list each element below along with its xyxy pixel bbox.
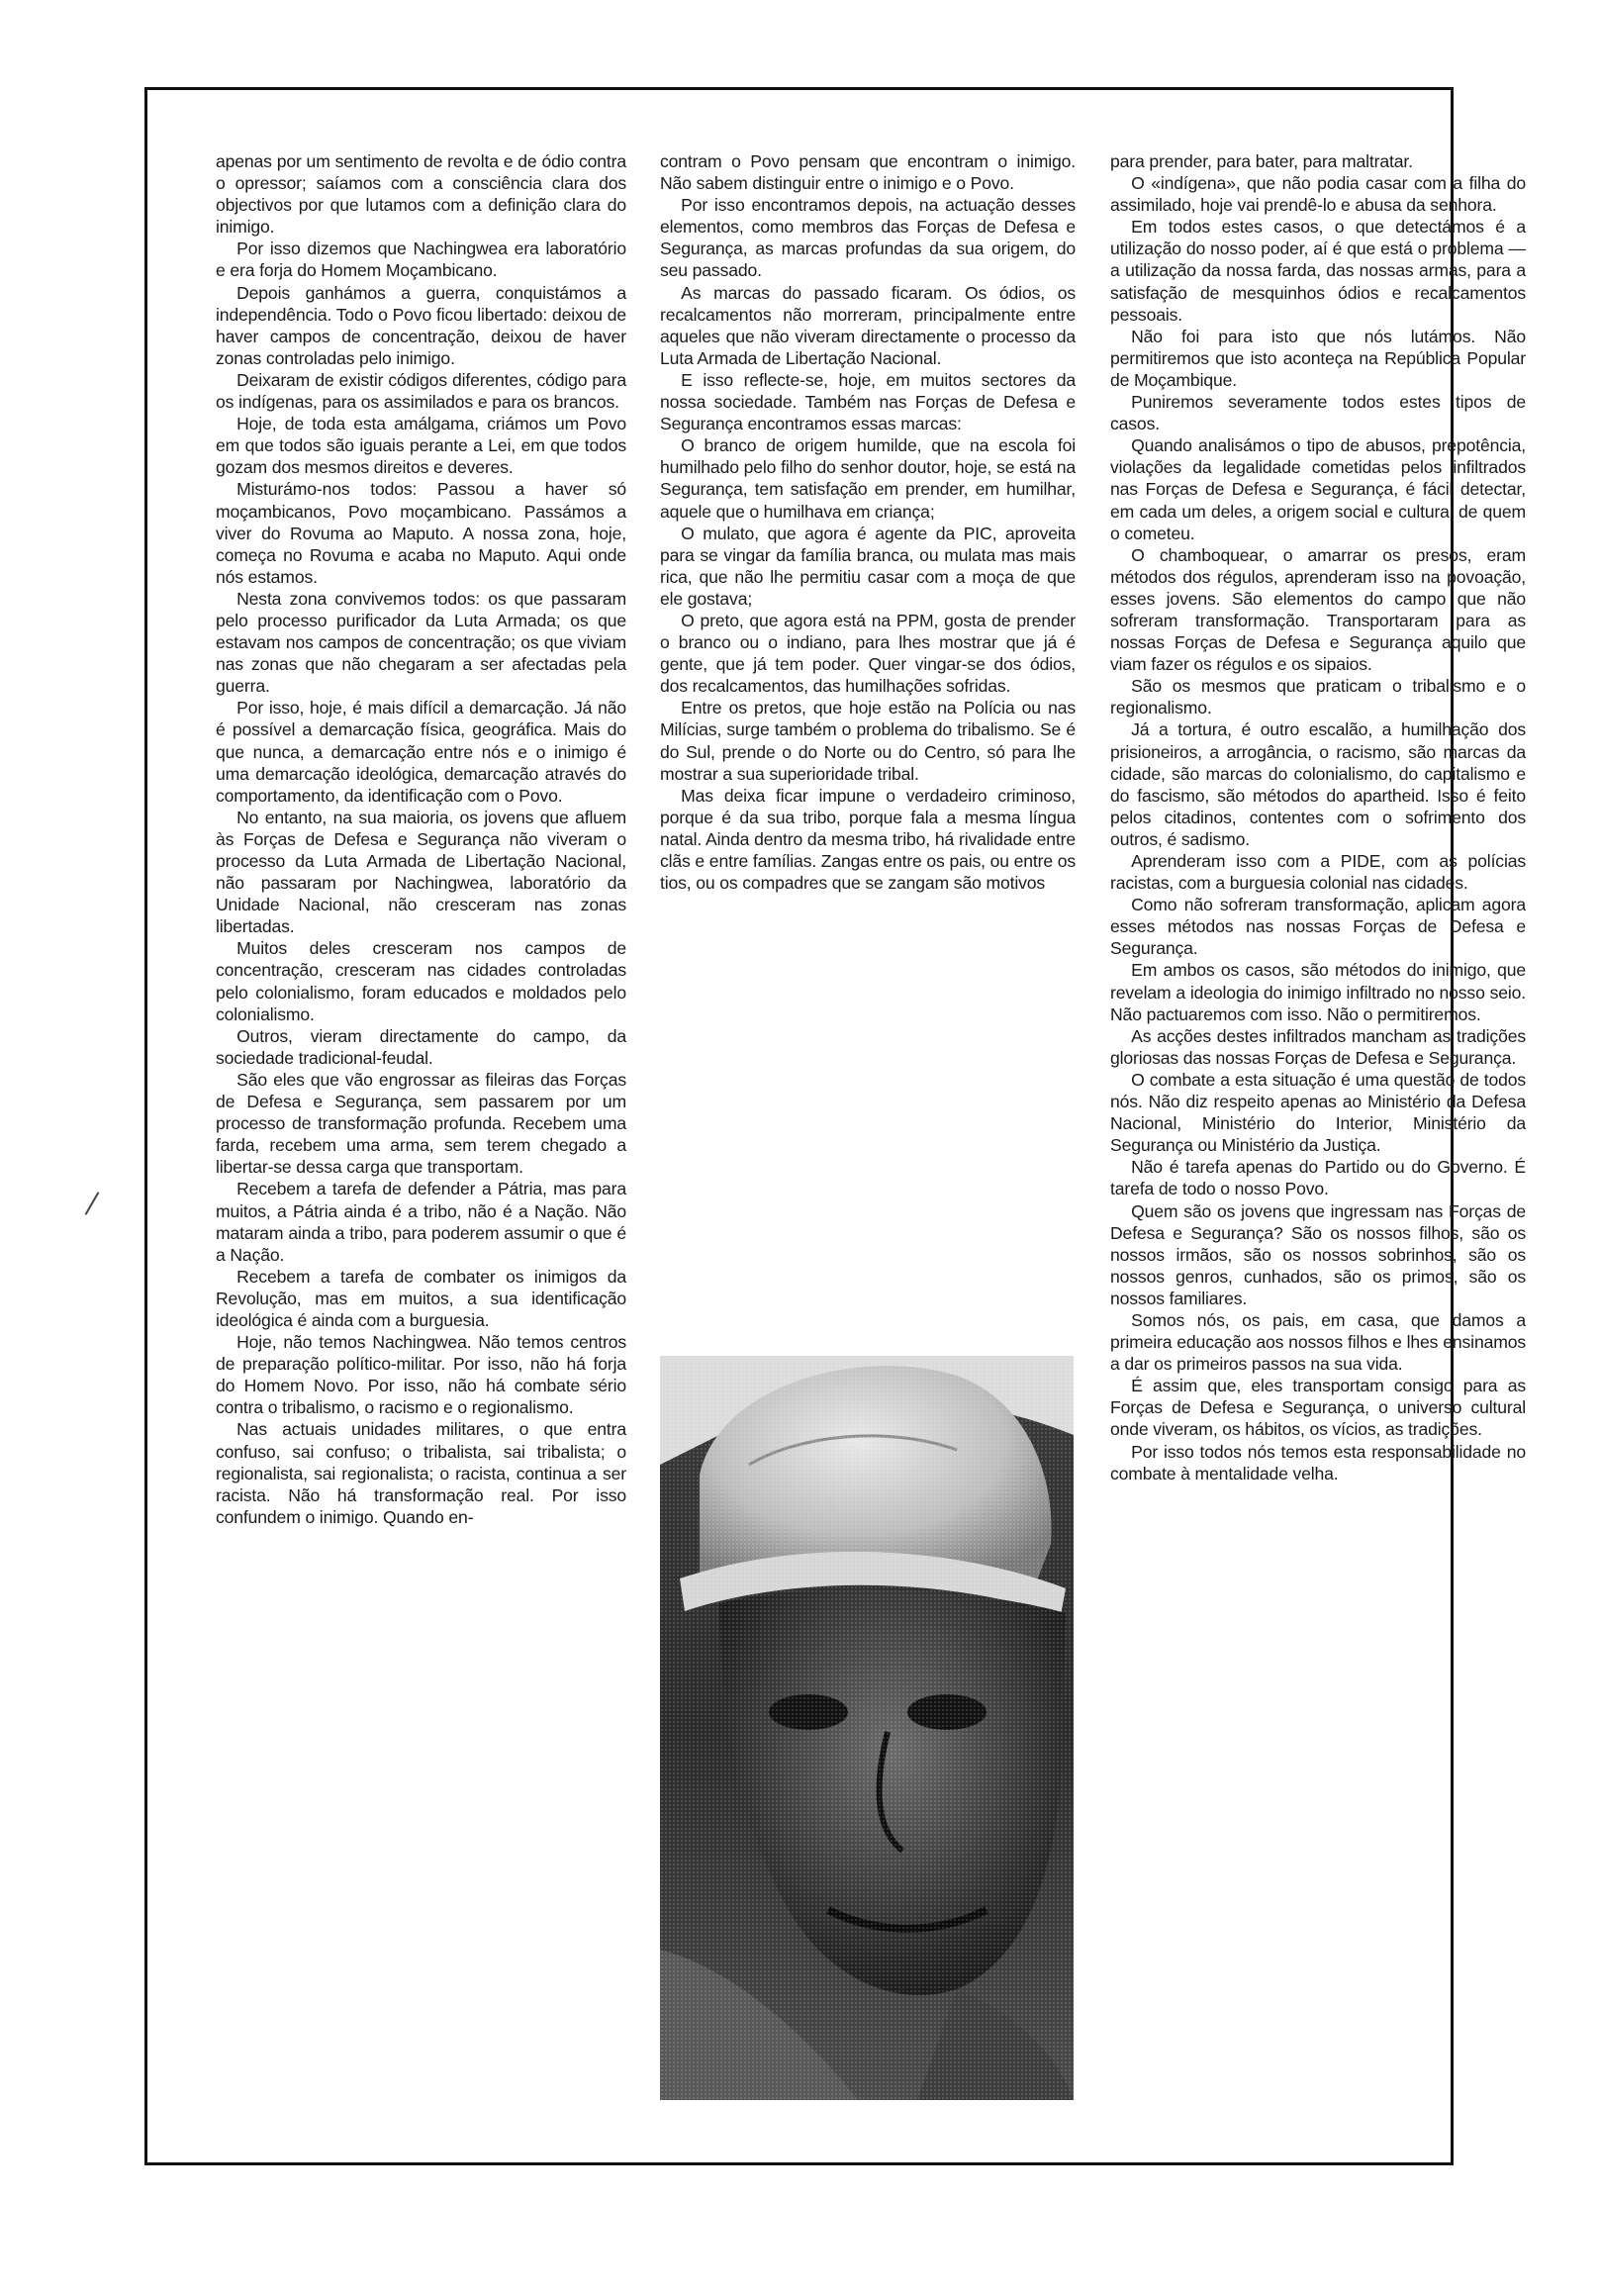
paragraph: apenas por um sentimento de revolta e de ódio contra o opressor; saíamos com a consciência clara dos objectivos por que lutamos com a definição clara do inimigo.: [216, 151, 626, 238]
paragraph: O mulato, que agora é agente da PIC, aproveita para se vingar da família branca, ou mulata mas mais rica, que não lhe permitiu casar com a moça de que ele gostava;: [660, 523, 1076, 609]
paragraph: São os mesmos que praticam o tribalismo e o regionalismo.: [1110, 676, 1526, 718]
paragraph: Nesta zona convivemos todos: os que passaram pelo processo purificador da Luta Armada; os que estavam nos campos de concentração; os que viviam nas zonas que não chegaram a ser afectadas pela guerra.: [216, 588, 626, 697]
paragraph: Outros, vieram directamente do campo, da sociedade tradicional-feudal.: [216, 1025, 626, 1068]
paragraph: contram o Povo pensam que encontram o inimigo. Não sabem distinguir entre o inimigo e o Povo.: [660, 151, 1076, 194]
paragraph: Em todos estes casos, o que detectámos é a utilização do nosso poder, aí é que está o problema — a utilização da nossa farda, das nossas armas, para a satisfação de mesquinhos ódios e recalcamentos pessoais.: [1110, 217, 1526, 325]
paragraph: Somos nós, os pais, em casa, que damos a primeira educação aos nossos filhos e lhes ensinamos a dar os primeiros passos na sua vida.: [1110, 1309, 1526, 1375]
paragraph: O «indígena», que não podia casar com a filha do assimilado, hoje vai prendê-lo e abusa da senhora.: [1110, 173, 1526, 216]
paragraph: Por isso todos nós temos esta responsabilidade no combate à mentalidade velha.: [1110, 1441, 1526, 1483]
paragraph: Como não sofreram transformação, aplicam agora esses métodos nas nossas Forças de Defesa e Segurança.: [1110, 895, 1526, 959]
paragraph: O chamboquear, o amarrar os presos, eram métodos dos régulos, aprenderam isso na povoação, esses jovens. São elementos do campo que não sofreram transformação. Transportaram para as nossas Forças de Defesa e Segurança aquilo que viam fazer os régulos e os sipaios.: [1110, 544, 1526, 675]
paragraph: Não é tarefa apenas do Partido ou do Governo. É tarefa de todo o nosso Povo.: [1110, 1157, 1526, 1199]
paragraph: O preto, que agora está na PPM, gosta de prender o branco ou o indiano, para lhes mostrar que já é gente, que já tem poder. Quer vingar-se dos ódios, dos recalcamentos, das humilhações sofridas.: [660, 610, 1076, 697]
paragraph: Muitos deles cresceram nos campos de concentração, cresceram nas cidades controladas pelo colonialismo, foram educados e moldados pelo colonialismo.: [216, 938, 626, 1024]
paragraph: Depois ganhámos a guerra, conquistámos a independência. Todo o Povo ficou libertado: deixou de haver campos de concentração, deixou de haver zonas controladas pelo inimigo.: [216, 282, 626, 368]
paragraph: Aprenderam isso com a PIDE, com as polícias racistas, com a burguesia colonial nas cidades.: [1110, 851, 1526, 894]
paragraph: para prender, para bater, para maltratar.: [1110, 151, 1413, 171]
paragraph: Por isso encontramos depois, na actuação desses elementos, como membros das Forças de Defesa e Segurança, as marcas profundas da sua origem, do seu passado.: [660, 195, 1076, 281]
paragraph: Mas deixa ficar impune o verdadeiro criminoso, porque é da sua tribo, porque fala a mesma língua natal. Ainda dentro da mesma tribo, há rivalidade entre clãs e entre famílias. Zangas entre os pais, ou entre os tios, ou os compadres que se zangam são motivos: [660, 785, 1076, 894]
paragraph: Misturámo-nos todos: Passou a haver só moçambicanos, Povo moçambicano. Passámos a viver do Rovuma ao Maputo. A nossa zona, hoje, começa no Rovuma e acaba no Maputo. Aqui onde nós estamos.: [216, 479, 626, 587]
soldier-helmet-photo: [660, 1356, 1074, 2100]
article-column-3: [1110, 150, 1526, 1484]
paragraph: Recebem a tarefa de combater os inimigos da Revolução, mas em muitos, a sua identificação ideológica é ainda com a burguesia.: [216, 1266, 626, 1330]
paragraph: As acções destes infiltrados mancham as tradições gloriosas das nossas Forças de Defesa e Segurança.: [1110, 1025, 1526, 1068]
paragraph: Já a tortura, é outro escalão, a humilhação dos prisioneiros, a arrogância, o racismo, são marcas da cidade, são marcas do colonialismo, do capitalismo e do fascismo, são métodos do apartheid. Isso é feito pelos citadinos, contentes com o sofrimento dos outros, é sadismo.: [1110, 719, 1526, 849]
paragraph: Recebem a tarefa de defender a Pátria, mas para muitos, a Pátria ainda é a tribo, não é a Nação. Não mataram ainda a tribo, para poderem assumir o que é a Nação.: [216, 1179, 626, 1265]
paragraph: Hoje, de toda esta amálgama, criámos um Povo em que todos são iguais perante a Lei, em que todos gozam dos mesmos direitos e deveres.: [216, 414, 626, 478]
paragraph: Deixaram de existir códigos diferentes, código para os indígenas, para os assimilados e para os brancos.: [216, 369, 626, 413]
paragraph: O combate a esta situação é uma questão de todos nós. Não diz respeito apenas ao Ministério da Defesa Nacional, Ministério do Interior, Ministério da Segurança ou Ministério da Justiça.: [1110, 1069, 1526, 1156]
article-column-2: [660, 150, 1076, 894]
paragraph: Hoje, não temos Nachingwea. Não temos centros de preparação político-militar. Por isso, não há forja do Homem Novo. Por isso, não há combate sério contra o tribalismo, o racismo e o regionalismo.: [216, 1332, 626, 1418]
paragraph: É assim que, eles transportam consigo para as Forças de Defesa e Segurança, o universo cultural onde viveram, os hábitos, os vícios, as tradições.: [1110, 1376, 1526, 1440]
paragraph: Por isso, hoje, é mais difícil a demarcação. Já não é possível a demarcação física, geográfica. Mais do que nunca, a demarcação entre nós e o inimigo é uma demarcação ideológica, demarcação através do comportamento, da identificação com o Povo.: [216, 698, 626, 806]
paragraph: São eles que vão engrossar as fileiras das Forças de Defesa e Segurança, sem passarem por um processo de transformação profunda. Recebem uma farda, recebem uma arma, sem terem chegado a libertar-se dessa carga que transportam.: [216, 1069, 626, 1178]
paragraph: Quem são os jovens que ingressam nas Forças de Defesa e Segurança? São os nossos filhos, são os nossos irmãos, são os nossos sobrinhos, são os nossos genros, cunhados, são os primos, são os nossos familiares.: [1110, 1200, 1526, 1308]
paragraph: Não foi para isto que nós lutámos. Não permitiremos que isto aconteça na República Popular de Moçambique.: [1110, 326, 1526, 390]
paragraph: No entanto, na sua maioria, os jovens que afluem às Forças de Defesa e Segurança não viveram o processo da Luta Armada de Libertação Nacional, não passaram por Nachingwea, laboratório da Unidade Nacional, não cresceram nas zonas libertadas.: [216, 807, 626, 937]
paragraph: E isso reflecte-se, hoje, em muitos sectores da nossa sociedade. Também nas Forças de Defesa e Segurança encontramos essas marcas:: [660, 369, 1076, 434]
margin-pen-mark: [85, 1192, 100, 1215]
paragraph: O branco de origem humilde, que na escola foi humilhado pelo filho do senhor doutor, hoje, se está na Segurança, tem satisfação em prender, em humilhar, aquele que o humilhava em criança;: [660, 435, 1076, 522]
paragraph: Puniremos severamente todos estes tipos de casos.: [1110, 392, 1526, 434]
paragraph: Por isso dizemos que Nachingwea era laboratório e era forja do Homem Moçambicano.: [216, 239, 626, 281]
paragraph: Em ambos os casos, são métodos do inimigo, que revelam a ideologia do inimigo infiltrado no nosso seio. Não pactuaremos com isso. Não o permitiremos.: [1110, 960, 1526, 1024]
paragraph: Entre os pretos, que hoje estão na Polícia ou nas Milícias, surge também o problema do tribalismo. Se é do Sul, prende o do Norte ou do Centro, só para lhe mostrar a sua superioridade tribal.: [660, 698, 1076, 784]
article-column-1: [216, 150, 626, 1528]
paragraph: As marcas do passado ficaram. Os ódios, os recalcamentos não morreram, principalmente entre aqueles que não viveram directamente o processo da Luta Armada de Libertação Nacional.: [660, 282, 1076, 368]
paragraph: Nas actuais unidades militares, o que entra confuso, sai confuso; o tribalista, sai tribalista; o regionalista, sai regionalista; o racista, continua a ser racista. Não há transformação real. Por isso confundem o inimigo. Quando en-: [216, 1419, 626, 1527]
paragraph: Quando analisámos o tipo de abusos, prepotência, violações da legalidade cometidas pelos infiltrados nas Forças de Defesa e Segurança, é fácil detectar, em cada um deles, a origem social e cultural de quem o cometeu.: [1110, 435, 1526, 543]
